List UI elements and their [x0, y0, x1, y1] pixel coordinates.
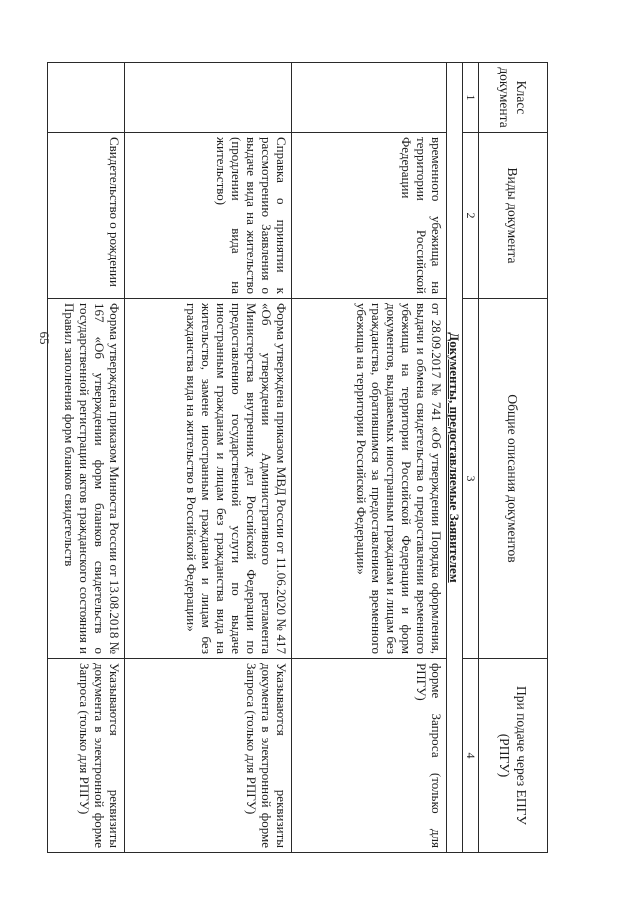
- column-number-4: 4: [463, 659, 479, 853]
- table-header-row: [479, 63, 548, 853]
- section-row: [447, 63, 463, 853]
- document-class-cell: [292, 63, 447, 133]
- header-document-description: Общие описания документов: [479, 299, 548, 659]
- document-kind-cell: Справка о принятии к рассмотрению Заявления о выдаче вида на жительство (продлении вида на жительство): [125, 133, 292, 299]
- document-class-cell: [125, 63, 292, 133]
- header-document-kind: Виды документа: [479, 133, 548, 299]
- column-number-1: 1: [463, 63, 479, 133]
- column-number-3: 3: [463, 299, 479, 659]
- document-description-cell: от 28.09.2017 № 741 «Об утверждении Порядка оформления, выдачи и обмена свидетельства о предоставлении временного убежища на территории Российской Федерации и форм документов, выдаваемых иностранным гражданам и лицам без гражданства, обратившимся за предоставлением временного убежища на территории Российской Федерации»: [292, 299, 447, 659]
- header-document-class: Класс документа: [479, 63, 548, 133]
- document-description-cell: Форма утверждена приказом Минюста России от 13.08.2018 № 167 «Об утверждении форм бланков свидетельств о государственной регистрации актов гражданского состояния и Правил заполнения форм бланков свидетельств: [48, 299, 125, 659]
- epgu-cell: форме Запроса (только для РПГУ): [292, 659, 447, 853]
- document-kind-cell: временного убежища на территории Российской Федерации: [292, 133, 447, 299]
- table-row: [125, 63, 292, 853]
- page-number: 65: [37, 331, 52, 345]
- document-table-sheet: [62, 62, 548, 852]
- document-description-cell: Форма утверждена приказом МВД России от 11.06.2020 № 417 «Об утверждении Административного регламента Министерства внутренних дел Российской Федерации по предоставлению государственной услуги по выдаче иностранным гражданам и лицам без гражданства вида на жительство, замене иностранным гражданам и лицам без гражданства вида на жительство в Российской Федерации»: [125, 299, 292, 659]
- table-row: [292, 63, 447, 853]
- document-class-cell: [48, 63, 125, 133]
- epgu-cell: Указываются реквизиты документа в электронной форме Запроса (только для РПГУ): [125, 659, 292, 853]
- document-kind-cell: Свидетельство о рождении: [48, 133, 125, 299]
- epgu-cell: Указываются реквизиты документа в электронной форме Запроса (только для РПГУ): [48, 659, 125, 853]
- column-number-2: 2: [463, 133, 479, 299]
- header-epgu-submission: При подаче через ЕПГУ (РПГУ): [479, 659, 548, 853]
- column-number-row: [463, 63, 479, 853]
- table-row: [48, 63, 125, 853]
- section-title: Документы, предоставляемые Заявителем: [447, 63, 463, 853]
- documents-table: [47, 62, 548, 853]
